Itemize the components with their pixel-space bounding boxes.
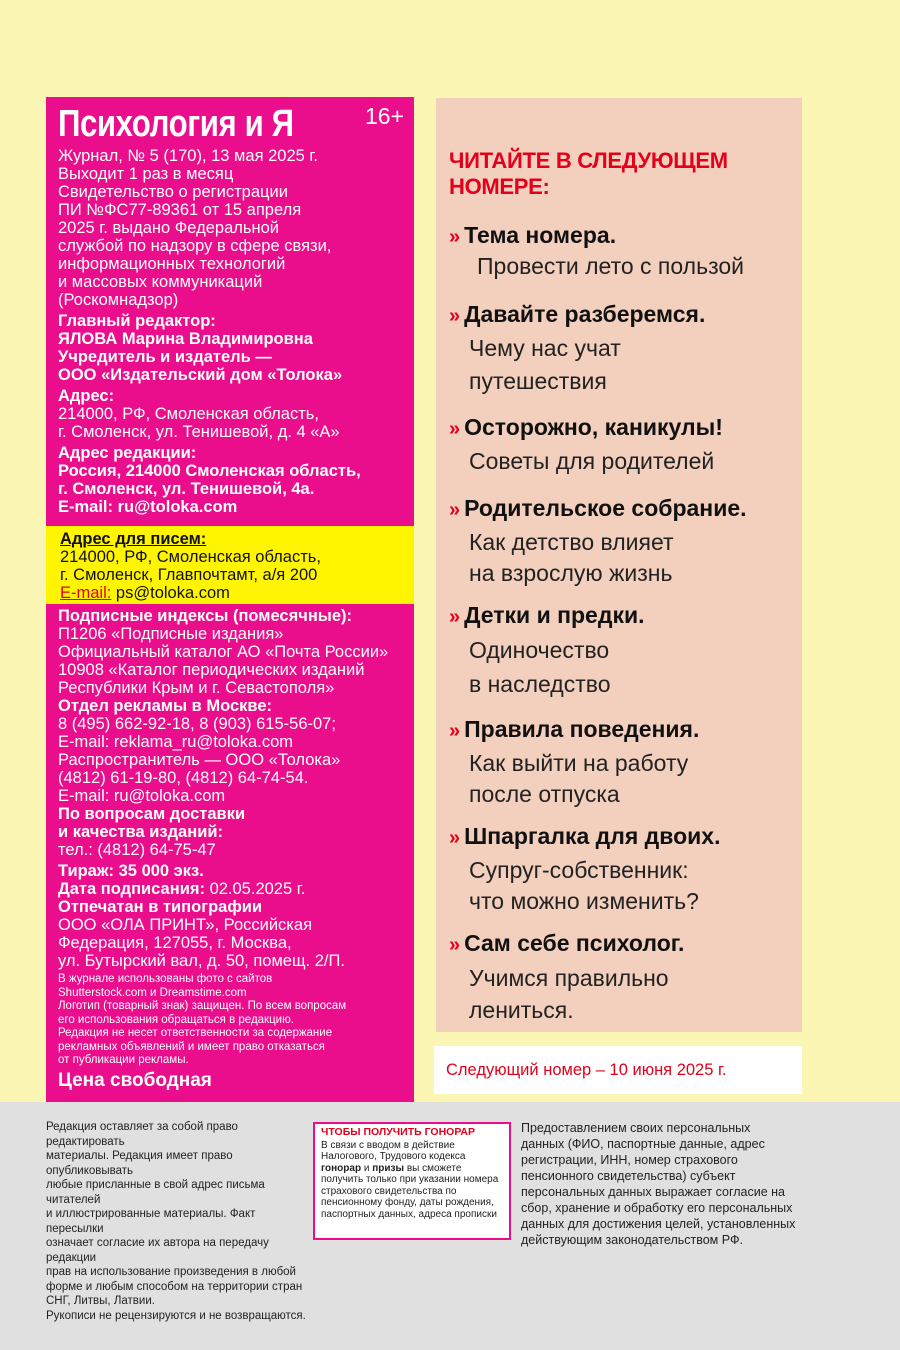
ads-line: 8 (495) 662-92-18, 8 (903) 615-56-07; — [58, 715, 336, 733]
editorial-label: Адрес редакции: — [58, 444, 197, 462]
list-item — [449, 412, 794, 478]
printed-line: ООО «ОЛА ПРИНТ», Российская — [58, 916, 313, 934]
ads-line: E-mail: reklama_ru@toloka.com — [58, 733, 293, 751]
editor-label: Главный редактор: — [58, 312, 216, 330]
item-subtitle: что можно изменить? — [469, 888, 699, 914]
letters-line: г. Смоленск, Главпочтамт, а/я 200 — [60, 566, 318, 584]
arrow-icon: » — [449, 720, 461, 742]
item-subtitle: в наследство — [469, 671, 611, 697]
item-subtitle: Одиночество — [469, 637, 610, 663]
ads-line: (4812) 61-19-80, (4812) 64-74-54. — [58, 769, 309, 787]
item-subtitle: путешествия — [469, 368, 607, 394]
list-item — [449, 600, 794, 700]
signed-date: 02.05.2025 г. — [204, 880, 306, 898]
list-item — [449, 493, 794, 587]
note-line: Логотип (товарный знак) защищен. По всем вопросам — [58, 1000, 347, 1012]
delivery-phone: тел.: (4812) 64-75-47 — [58, 841, 216, 859]
arrow-icon: » — [449, 305, 461, 327]
subscription-line: Республики Крым и г. Севастополя» — [58, 679, 335, 697]
item-title: Правила поведения. — [464, 716, 700, 742]
item-subtitle: Провести лето с пользой — [477, 253, 745, 279]
ads-line: E-mail: ru@toloka.com — [58, 787, 226, 805]
ads-line: Распространитель — ООО «Толока» — [58, 751, 341, 769]
age-rating: 16+ — [364, 103, 404, 129]
item-title: Детки и предки. — [464, 602, 645, 628]
item-subtitle: на взрослую жизнь — [469, 560, 673, 586]
printed-label: Отпечатан в типографии — [58, 898, 263, 916]
letters-email-row — [60, 584, 400, 602]
ads-label: Отдел рекламы в Москве: — [58, 697, 273, 715]
subscription-line: 10908 «Каталог периодических изданий — [58, 661, 365, 679]
issue-info: Журнал, № 5 (170), 13 мая 2025 г. — [58, 147, 318, 165]
honorarium-text: В связи с вводом в действие Налогового, Трудового кодекса гонорар и призы вы сможете получить только при указании номера страхового свидетельства по пенсионному фонду, даты рождения, паспортных данных, адреса прописки — [321, 1139, 499, 1220]
delivery-label: и качества изданий: — [58, 823, 223, 841]
list-item — [449, 821, 794, 915]
item-title: Давайте разберемся. — [464, 301, 706, 327]
item-subtitle: после отпуска — [469, 781, 620, 807]
item-title: Осторожно, каникулы! — [464, 414, 723, 440]
address-label: Адрес: — [58, 387, 115, 405]
letters-label: Адрес для писем: — [60, 530, 207, 548]
founder-label: Учредитель и издатель — — [58, 348, 272, 366]
letters-address-box — [46, 526, 414, 604]
note-line: Редакция не несет ответственности за содержание — [58, 1027, 333, 1039]
list-item — [449, 928, 794, 1024]
imprint-box — [46, 97, 414, 1102]
delivery-label: По вопросам доставки — [58, 805, 246, 823]
arrow-icon: » — [449, 934, 461, 956]
address-line: г. Смоленск, ул. Тенишевой, д. 4 «А» — [58, 423, 340, 441]
editor-name: ЯЛОВА Марина Владимировна — [58, 330, 313, 348]
signed-label: Дата подписания: — [58, 880, 205, 898]
arrow-icon: » — [449, 606, 461, 628]
item-subtitle: Чему нас учат — [469, 335, 621, 361]
arrow-icon: » — [449, 418, 461, 440]
email[interactable]: E-mail: ru@toloka.com — [58, 498, 238, 516]
item-subtitle: Как выйти на работу — [469, 750, 689, 776]
note-line: Shutterstock.com и Dreamstime.com — [58, 986, 247, 999]
note-line: его использования обращаться в редакцию. — [58, 1013, 294, 1026]
list-item — [449, 220, 794, 280]
personal-data-text: Предоставлением своих персональных данных (ФИО, паспортные данные, адрес регистрации, ИНН, номер страхового пенсионного свидетельства) субъект персональных данных выражает согласие на сбор, хранение и обработку его персональных данных для достижения целей, установленных действующим законодательством РФ. — [521, 1121, 796, 1247]
item-title: Шпаргалка для двоих. — [464, 823, 721, 849]
item-subtitle: Учимся правильно — [469, 965, 669, 991]
letters-email[interactable]: ps@toloka.com — [111, 584, 230, 602]
circulation: Тираж: 35 000 экз. — [58, 862, 204, 880]
editorial-rights-text: Редакция оставляет за собой право редактировать материалы. Редакция имеет право опубликовывать любые присланные в свой адрес письма читателей и иллюстрированные материалы. Факт пересылки означает согласие их автора на передачу редакции прав на использование произведения в любой форме и любым способом на территории стран СНГ, Литвы, Латвии. Рукописи не рецензируются и не возвращаются. — [46, 1121, 306, 1322]
next-issue-date: Следующий номер – 10 июня 2025 г. — [434, 1046, 802, 1094]
letters-line: 214000, РФ, Смоленская область, — [60, 548, 321, 566]
letters-email-label: E-mail: — [60, 584, 112, 602]
item-title: Тема номера. — [464, 222, 617, 248]
item-title: Сам себе психолог. — [464, 930, 685, 956]
next-issue-heading: ЧИТАЙТЕ В СЛЕДУЮЩЕМ НОМЕРЕ: — [449, 148, 728, 199]
frequency: Выходит 1 раз в месяц — [58, 165, 234, 183]
editorial-line: Россия, 214000 Смоленская область, — [58, 462, 361, 480]
magazine-title: Психология и Я — [58, 103, 294, 145]
honorarium-box — [313, 1122, 511, 1240]
signed-row — [58, 880, 402, 898]
subscription-label: Подписные индексы (помесячные): — [58, 607, 353, 625]
arrow-icon: » — [449, 499, 461, 521]
note-line: В журнале использованы фото с сайтов — [58, 973, 273, 985]
address-line: 214000, РФ, Смоленская область, — [58, 405, 319, 423]
list-item — [449, 299, 794, 397]
note-line: от публикации рекламы. — [58, 1054, 189, 1066]
list-item — [449, 714, 794, 808]
item-subtitle: Как детство влияет — [469, 529, 674, 555]
editorial-line: г. Смоленск, ул. Тенишевой, 4а. — [58, 480, 315, 498]
printed-line: Федерация, 127055, г. Москва, — [58, 934, 292, 952]
honorarium-title: ЧТОБЫ ПОЛУЧИТЬ ГОНОРАР — [321, 1126, 475, 1138]
item-subtitle: Супруг-собственник: — [469, 857, 689, 883]
registration: Свидетельство о регистрации ПИ №ФС77-89361 от 15 апреля 2025 г. выдано Федеральной службой по надзору в сфере связи, информационных технологий и массовых коммуникаций (Роскомнадзор) — [58, 183, 332, 309]
arrow-icon: » — [449, 226, 461, 248]
printed-line: ул. Бутырский вал, д. 50, помещ. 2/П. — [58, 952, 345, 970]
item-subtitle: лениться. — [469, 997, 574, 1023]
note-line: рекламных объявлений и имеет право отказаться — [58, 1040, 325, 1053]
item-subtitle: Советы для родителей — [469, 448, 715, 474]
next-issue-box — [436, 98, 802, 1032]
subscription-line: Официальный каталог АО «Почта России» — [58, 643, 389, 661]
arrow-icon: » — [449, 827, 461, 849]
founder-name: ООО «Издательский дом «Толока» — [58, 366, 343, 384]
subscription-line: П1206 «Подписные издания» — [58, 625, 284, 643]
item-title: Родительское собрание. — [464, 495, 747, 521]
price: Цена свободная — [58, 1069, 212, 1091]
